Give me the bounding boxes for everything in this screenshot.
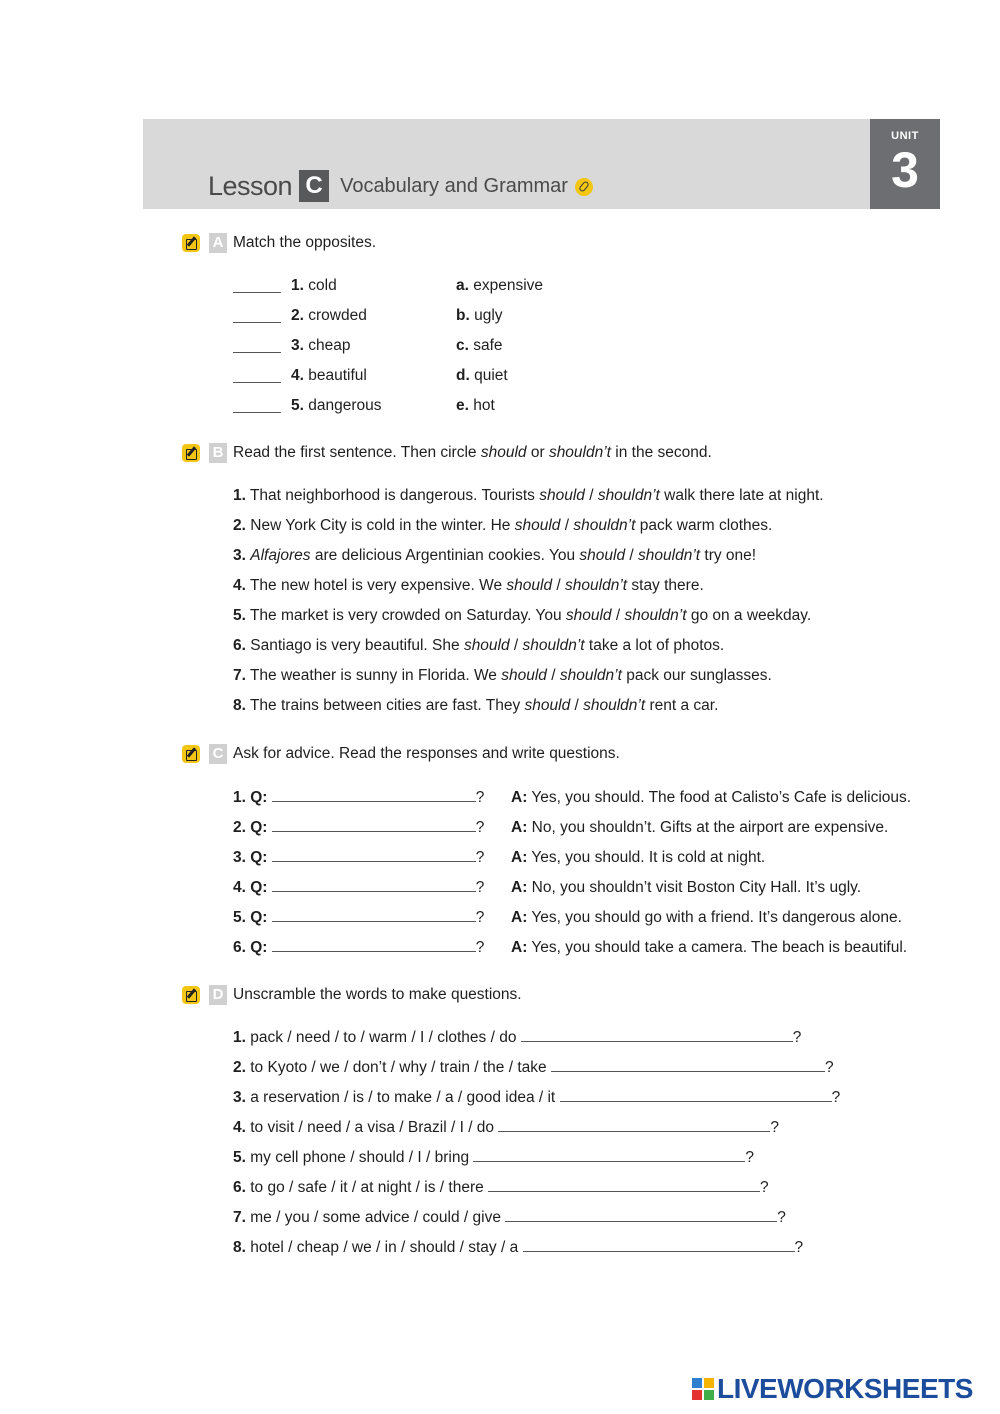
section-instruction <box>233 444 712 462</box>
question-mark: ? <box>770 1119 779 1136</box>
section-letter: B <box>209 443 227 463</box>
option-shouldnt[interactable]: shouldn’t <box>597 487 660 504</box>
question-mark: ? <box>475 819 485 836</box>
option-shouldnt[interactable]: shouldn’t <box>583 697 646 714</box>
item-word: cheap <box>308 337 351 354</box>
item-word: dangerous <box>308 397 382 414</box>
section-instruction: Ask for advice. Read the responses and write questions. <box>233 745 620 762</box>
pencil-icon <box>182 986 200 1004</box>
option-separator: / <box>570 697 584 714</box>
circle-item <box>233 696 718 716</box>
lesson-word: Lesson <box>208 170 293 201</box>
section-letter: A <box>209 233 227 253</box>
sentence-post: stay there. <box>627 577 704 594</box>
question-mark: ? <box>777 1209 786 1226</box>
answer-text: Yes, you should take a camera. The beach is beautiful. <box>531 939 908 956</box>
option-shouldnt[interactable]: shouldn’t <box>638 547 701 564</box>
instruction-or: or <box>526 444 549 461</box>
circle-item <box>233 516 772 536</box>
match-answer-blank[interactable] <box>233 382 281 383</box>
item-number: 6. <box>233 637 246 654</box>
liveworksheets-logo <box>692 1374 973 1404</box>
match-right-item <box>456 396 495 416</box>
item-number: 1. <box>233 789 246 806</box>
match-answer-blank[interactable] <box>233 352 281 353</box>
section-instruction: Match the opposites. <box>233 234 377 251</box>
item-word: beautiful <box>308 367 367 384</box>
unscramble-answer-line[interactable] <box>473 1148 745 1162</box>
lesson-subtitle: Vocabulary and Grammar <box>340 174 568 197</box>
question-answer-line[interactable] <box>272 788 476 802</box>
item-number: 1. <box>233 1029 246 1046</box>
match-answer-blank[interactable] <box>233 412 281 413</box>
item-number: 2. <box>291 307 304 324</box>
item-number: 7. <box>233 1209 246 1226</box>
option-shouldnt[interactable]: shouldn’t <box>565 577 628 594</box>
logo-square <box>692 1390 702 1400</box>
pencil-icon <box>182 745 200 763</box>
unscramble-item <box>233 1238 803 1258</box>
sentence-post: pack our sunglasses. <box>621 667 772 684</box>
advice-question-row <box>233 908 484 928</box>
item-word: ugly <box>474 307 503 324</box>
instruction-shouldnt: shouldn’t <box>548 444 611 461</box>
option-separator: / <box>552 577 566 594</box>
item-number: 1. <box>233 487 246 504</box>
item-number: 3. <box>291 337 304 354</box>
item-number: 2. <box>233 819 246 836</box>
question-mark: ? <box>475 909 485 926</box>
advice-answer-row <box>511 818 888 838</box>
unit-number: 3 <box>891 142 919 198</box>
item-number: 3. <box>233 1089 246 1106</box>
unscramble-item <box>233 1058 834 1078</box>
match-answer-blank[interactable] <box>233 322 281 323</box>
section-letter: C <box>209 744 227 764</box>
unscramble-answer-line[interactable] <box>560 1088 832 1102</box>
question-mark: ? <box>824 1059 834 1076</box>
item-number: 2. <box>233 1059 246 1076</box>
answer-text: No, you shouldn’t. Gifts at the airport are expensive. <box>531 819 889 836</box>
scrambled-words: pack / need / to / warm / I / clothes / do <box>250 1029 517 1046</box>
match-right-item <box>456 276 543 296</box>
q-label: Q: <box>250 819 268 836</box>
option-should[interactable]: should <box>524 697 571 714</box>
item-number: 8. <box>233 1239 246 1256</box>
q-label: Q: <box>250 789 268 806</box>
unscramble-answer-line[interactable] <box>505 1208 777 1222</box>
answer-text: Yes, you should. The food at Calisto’s Cafe is delicious. <box>531 789 912 806</box>
match-right-item <box>456 336 503 356</box>
lesson-title <box>208 168 593 204</box>
advice-question-row <box>233 878 484 898</box>
circle-item <box>233 606 811 626</box>
item-number: 4. <box>233 879 246 896</box>
unit-label: UNIT <box>891 130 919 142</box>
option-shouldnt[interactable]: shouldn’t <box>624 607 687 624</box>
a-label: A: <box>511 849 528 866</box>
unscramble-item <box>233 1118 779 1138</box>
instruction-text: Read the first sentence. Then circle <box>233 444 481 461</box>
question-answer-line[interactable] <box>272 848 476 862</box>
question-answer-line[interactable] <box>272 818 476 832</box>
option-should[interactable]: should <box>463 637 510 654</box>
question-mark: ? <box>475 789 485 806</box>
sentence-post: rent a car. <box>645 697 719 714</box>
advice-question-row <box>233 848 484 868</box>
advice-question-row <box>233 818 484 838</box>
sentence-post: go on a weekday. <box>686 607 812 624</box>
option-shouldnt[interactable]: shouldn’t <box>573 517 636 534</box>
item-number: 5. <box>291 397 304 414</box>
option-shouldnt[interactable]: shouldn’t <box>522 637 585 654</box>
option-should[interactable]: should <box>539 487 585 504</box>
instruction-text: in the second. <box>610 444 712 461</box>
item-number: 5. <box>233 607 246 624</box>
item-word: expensive <box>473 277 544 294</box>
match-left-item <box>291 306 367 326</box>
item-number: 3. <box>233 849 246 866</box>
question-mark: ? <box>792 1029 802 1046</box>
circle-item <box>233 546 756 566</box>
a-label: A: <box>511 909 528 926</box>
section-b-heading <box>182 443 712 463</box>
circle-item <box>233 636 724 656</box>
section-letter: D <box>209 985 227 1005</box>
q-label: Q: <box>250 909 268 926</box>
option-should[interactable]: should <box>501 667 547 684</box>
question-mark: ? <box>475 939 485 956</box>
sentence-pre: The new hotel is very expensive. We <box>249 577 507 594</box>
item-word: quiet <box>474 367 508 384</box>
unscramble-answer-line[interactable] <box>551 1058 825 1072</box>
advice-answer-row <box>511 788 911 808</box>
question-mark: ? <box>475 879 485 896</box>
option-separator: / <box>584 487 598 504</box>
advice-answer-row <box>511 848 765 868</box>
question-mark: ? <box>760 1179 769 1196</box>
circle-item <box>233 486 824 506</box>
scrambled-words: a reservation / is / to make / a / good idea / it <box>250 1089 556 1106</box>
pencil-icon <box>182 234 200 252</box>
item-word: crowded <box>308 307 367 324</box>
scrambled-words: me / you / some advice / could / give <box>250 1209 501 1226</box>
sentence-pre: Santiago is very beautiful. She <box>250 637 464 654</box>
item-number: 5. <box>233 1149 246 1166</box>
circle-item <box>233 666 772 686</box>
section-a-heading <box>182 233 376 253</box>
sentence-pre: That neighborhood is dangerous. Tourists <box>249 487 540 504</box>
item-number: 6. <box>233 1179 246 1196</box>
answer-text: No, you shouldn’t visit Boston City Hall. It’s ugly. <box>531 879 862 896</box>
scrambled-words: my cell phone / should / I / bring <box>250 1149 470 1166</box>
logo-mark-icon <box>692 1378 714 1400</box>
sentence-italic-word: Alfajores <box>250 547 311 564</box>
item-number: 3. <box>233 547 246 564</box>
sentence-pre: The weather is sunny in Florida. We <box>249 667 502 684</box>
question-mark: ? <box>794 1239 804 1256</box>
unscramble-item <box>233 1178 769 1198</box>
logo-square <box>704 1378 714 1388</box>
item-number: 2. <box>233 517 246 534</box>
lesson-letter-badge: C <box>299 170 329 202</box>
advice-question-row <box>233 938 484 958</box>
item-letter: d. <box>456 367 470 384</box>
scrambled-words: to go / safe / it / at night / is / there <box>250 1179 484 1196</box>
unscramble-answer-line[interactable] <box>498 1118 770 1132</box>
item-letter: c. <box>456 337 469 354</box>
item-word: safe <box>473 337 503 354</box>
option-shouldnt[interactable]: shouldn’t <box>559 667 622 684</box>
q-label: Q: <box>250 939 268 956</box>
match-left-item <box>291 396 382 416</box>
option-should[interactable]: should <box>506 577 553 594</box>
unscramble-answer-line[interactable] <box>523 1238 795 1252</box>
link-icon[interactable] <box>575 178 593 196</box>
match-answer-blank[interactable] <box>233 292 281 293</box>
question-answer-line[interactable] <box>272 878 476 892</box>
answer-text: Yes, you should go with a friend. It’s dangerous alone. <box>531 909 902 926</box>
option-separator: / <box>625 547 639 564</box>
option-separator: / <box>560 517 574 534</box>
sentence-pre: are delicious Argentinian cookies. You <box>310 547 580 564</box>
unit-badge <box>870 119 940 209</box>
sentence-post: pack warm clothes. <box>635 517 773 534</box>
section-instruction: Unscramble the words to make questions. <box>233 986 522 1003</box>
circle-item <box>233 576 704 596</box>
advice-question-row <box>233 788 484 808</box>
item-number: 4. <box>233 577 246 594</box>
item-letter: e. <box>456 397 469 414</box>
question-answer-line[interactable] <box>272 908 476 922</box>
answer-text: Yes, you should. It is cold at night. <box>531 849 766 866</box>
sentence-pre: New York City is cold in the winter. He <box>250 517 515 534</box>
sentence-pre: The market is very crowded on Saturday. You <box>249 607 566 624</box>
section-c-heading <box>182 744 620 764</box>
a-label: A: <box>511 819 528 836</box>
sentence-post: walk there late at night. <box>659 487 824 504</box>
item-word: cold <box>308 277 337 294</box>
item-number: 6. <box>233 939 246 956</box>
question-mark: ? <box>831 1089 841 1106</box>
question-mark: ? <box>745 1149 755 1166</box>
scrambled-words: hotel / cheap / we / in / should / stay / a <box>250 1239 519 1256</box>
item-number: 7. <box>233 667 246 684</box>
q-label: Q: <box>250 879 268 896</box>
option-separator: / <box>509 637 523 654</box>
question-mark: ? <box>475 849 485 866</box>
logo-text: LIVEWORKSHEETS <box>717 1373 973 1404</box>
match-right-item <box>456 366 508 386</box>
item-letter: b. <box>456 307 470 324</box>
unscramble-answer-line[interactable] <box>488 1178 760 1192</box>
pencil-icon <box>182 444 200 462</box>
sentence-pre: The trains between cities are fast. They <box>249 697 525 714</box>
item-word: hot <box>473 397 495 414</box>
sentence-post: try one! <box>700 547 757 564</box>
unscramble-item <box>233 1028 801 1048</box>
item-number: 1. <box>291 277 304 294</box>
item-number: 4. <box>291 367 304 384</box>
option-separator: / <box>546 667 560 684</box>
item-number: 4. <box>233 1119 246 1136</box>
instruction-should: should <box>480 444 527 461</box>
logo-square <box>704 1390 714 1400</box>
advice-answer-row <box>511 938 907 958</box>
a-label: A: <box>511 879 528 896</box>
a-label: A: <box>511 789 528 806</box>
option-should[interactable]: should <box>514 517 561 534</box>
q-label: Q: <box>250 849 268 866</box>
question-answer-line[interactable] <box>272 938 476 952</box>
match-right-item <box>456 306 503 326</box>
sentence-post: take a lot of photos. <box>584 637 725 654</box>
item-number: 8. <box>233 697 246 714</box>
unscramble-item <box>233 1088 840 1108</box>
unscramble-answer-line[interactable] <box>521 1028 793 1042</box>
option-should[interactable]: should <box>565 607 612 624</box>
unscramble-item <box>233 1208 786 1228</box>
option-separator: / <box>611 607 625 624</box>
logo-square <box>692 1378 702 1388</box>
a-label: A: <box>511 939 528 956</box>
item-number: 5. <box>233 909 246 926</box>
unscramble-item <box>233 1148 754 1168</box>
section-d-heading <box>182 985 522 1005</box>
match-left-item <box>291 276 337 296</box>
match-left-item <box>291 336 350 356</box>
scrambled-words: to Kyoto / we / don’t / why / train / the / take <box>250 1059 547 1076</box>
advice-answer-row <box>511 878 861 898</box>
scrambled-words: to visit / need / a visa / Brazil / I / do <box>250 1119 495 1136</box>
advice-answer-row <box>511 908 902 928</box>
match-left-item <box>291 366 367 386</box>
item-letter: a. <box>456 277 469 294</box>
option-should[interactable]: should <box>579 547 626 564</box>
